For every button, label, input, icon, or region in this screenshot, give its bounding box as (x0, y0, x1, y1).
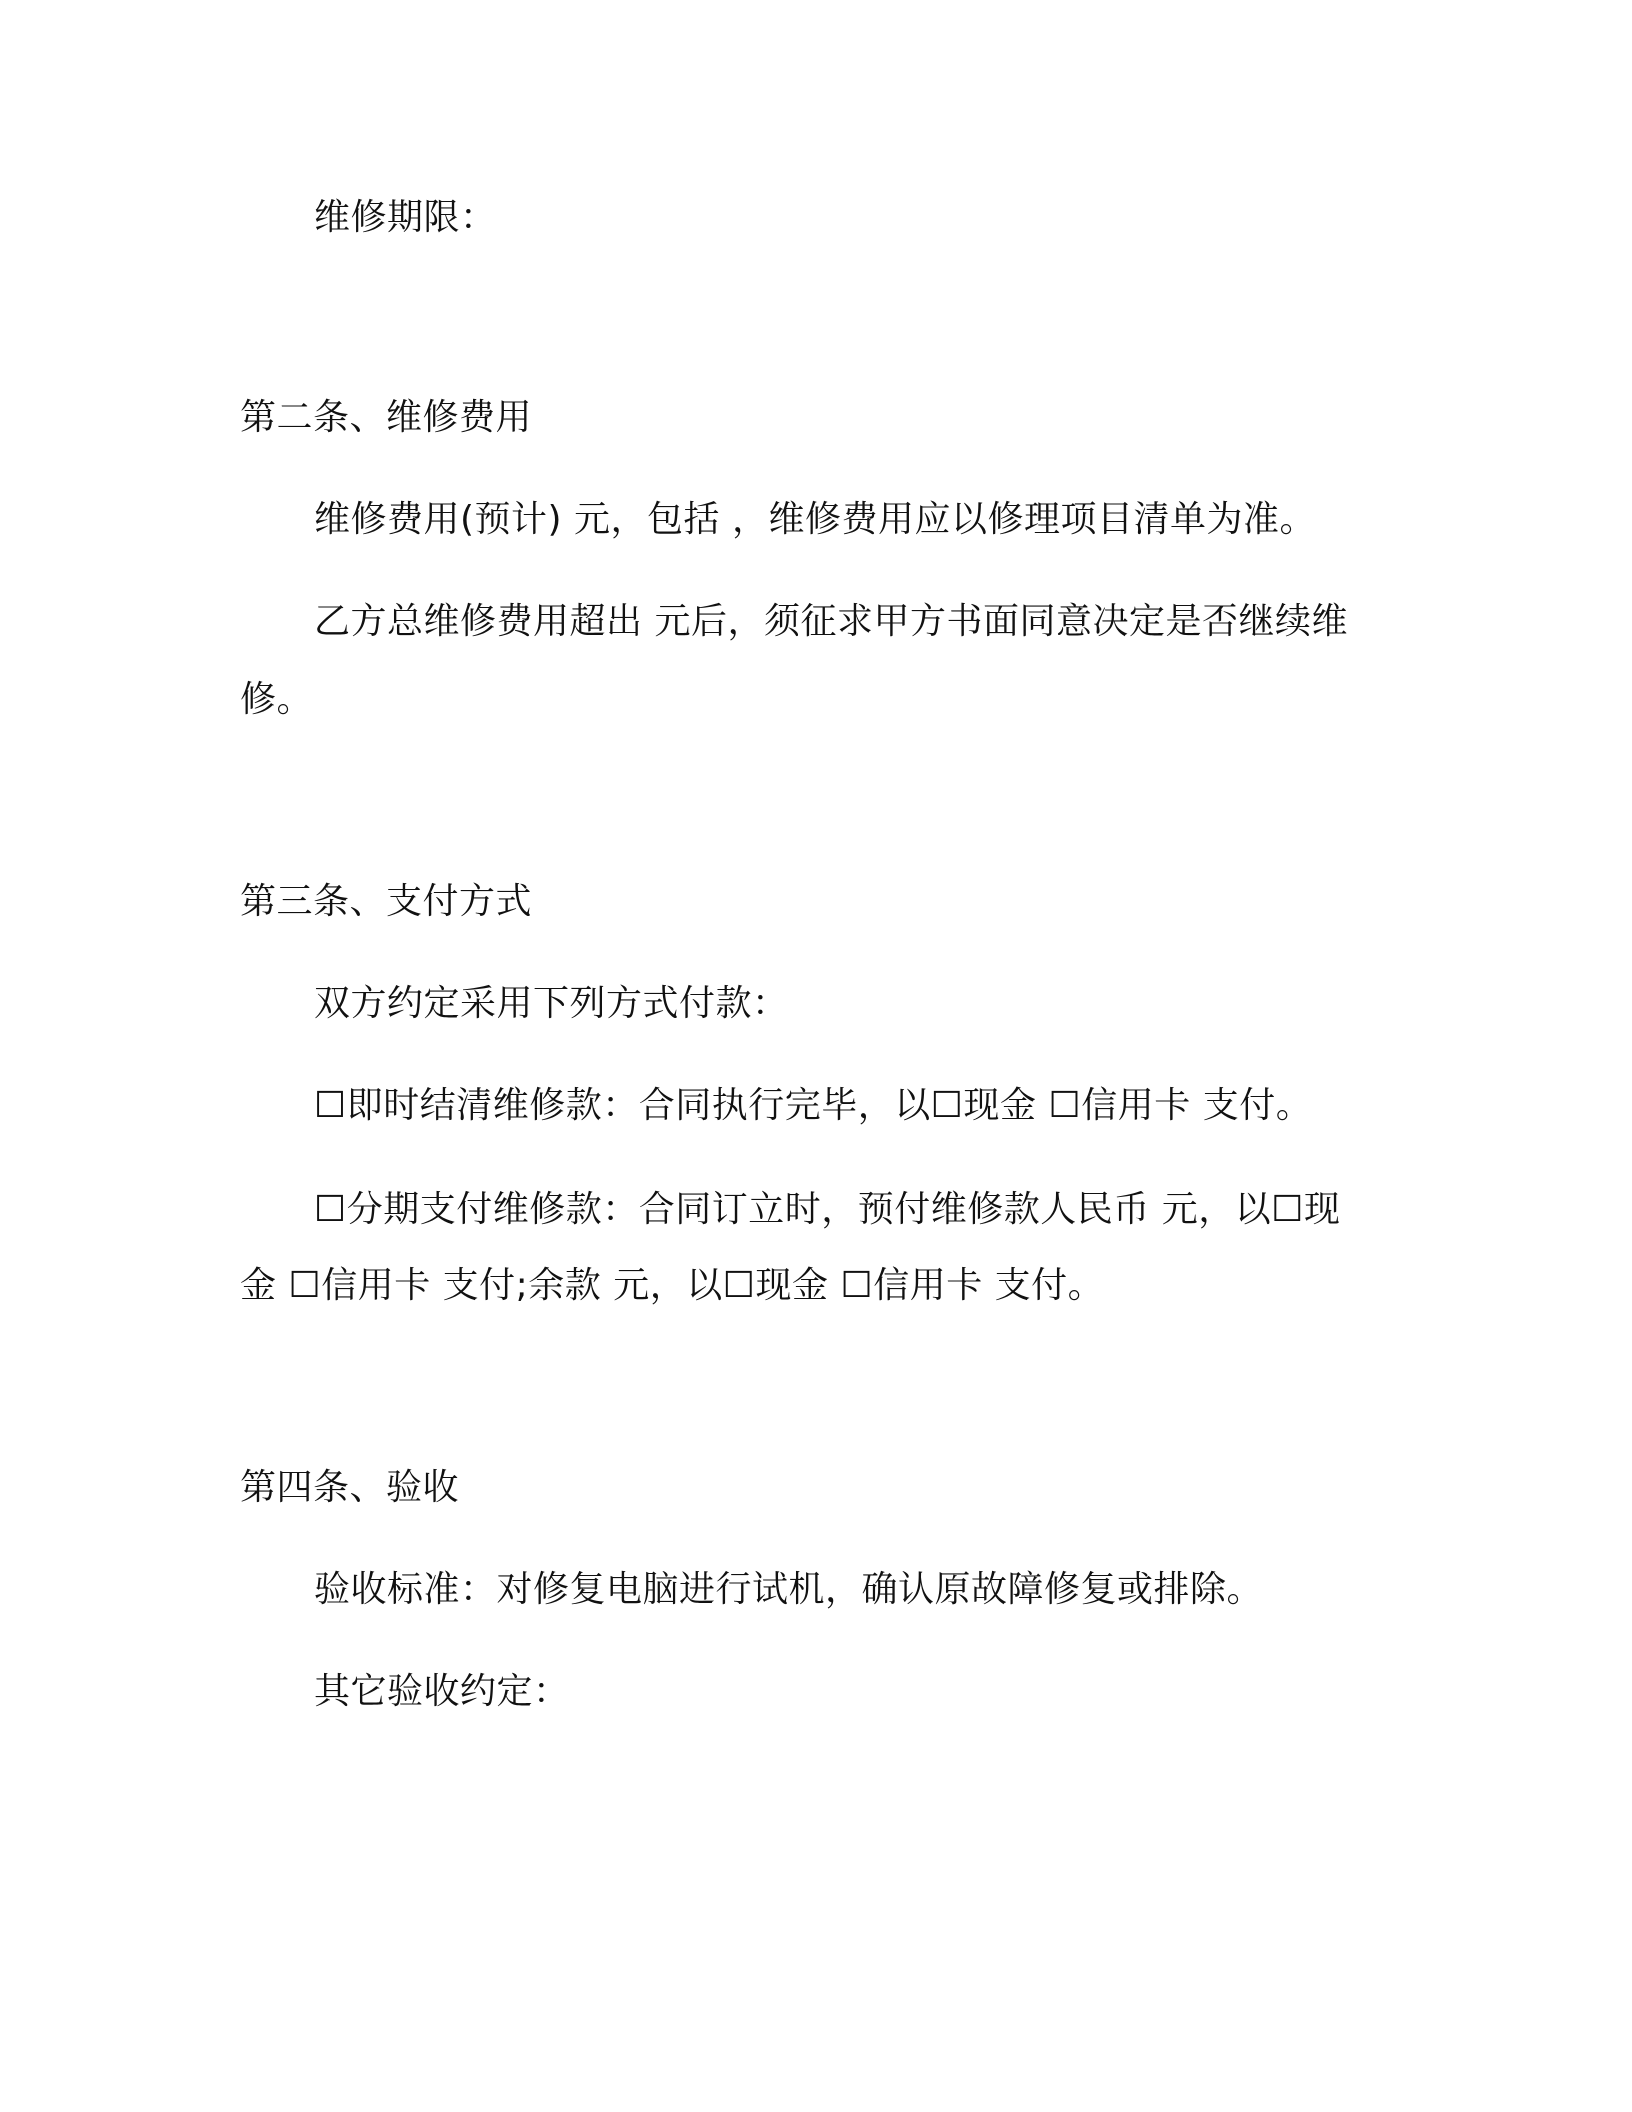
section-heading-repair-fee: 第二条、维修费用 (240, 397, 533, 438)
section-heading-payment-method: 第三条、支付方式 (240, 881, 533, 922)
payment-option-installment-line1: ☐分期支付维修款：合同订立时，预付维修款人民币 元，以☐现 (314, 1189, 1341, 1230)
acceptance-standard-paragraph: 验收标准：对修复电脑进行试机，确认原故障修复或排除。 (314, 1569, 1264, 1610)
repair-fee-exceed-paragraph-line2: 修。 (240, 679, 314, 720)
payment-intro-paragraph: 双方约定采用下列方式付款： (314, 983, 789, 1024)
payment-option-installment-line2: 金 ☐信用卡 支付;余款 元，以☐现金 ☐信用卡 支付。 (240, 1265, 1105, 1306)
repair-period-label: 维修期限： (314, 197, 497, 238)
acceptance-other-label: 其它验收约定： (314, 1671, 570, 1712)
repair-fee-exceed-paragraph-line1: 乙方总维修费用超出 元后，须征求甲方书面同意决定是否继续维 (314, 601, 1348, 642)
section-heading-acceptance: 第四条、验收 (240, 1467, 460, 1508)
repair-fee-estimate-paragraph: 维修费用(预计) 元，包括 ，维修费用应以修理项目清单为准。 (314, 499, 1316, 540)
payment-option-immediate: ☐即时结清维修款：合同执行完毕，以☐现金 ☐信用卡 支付。 (314, 1085, 1313, 1126)
